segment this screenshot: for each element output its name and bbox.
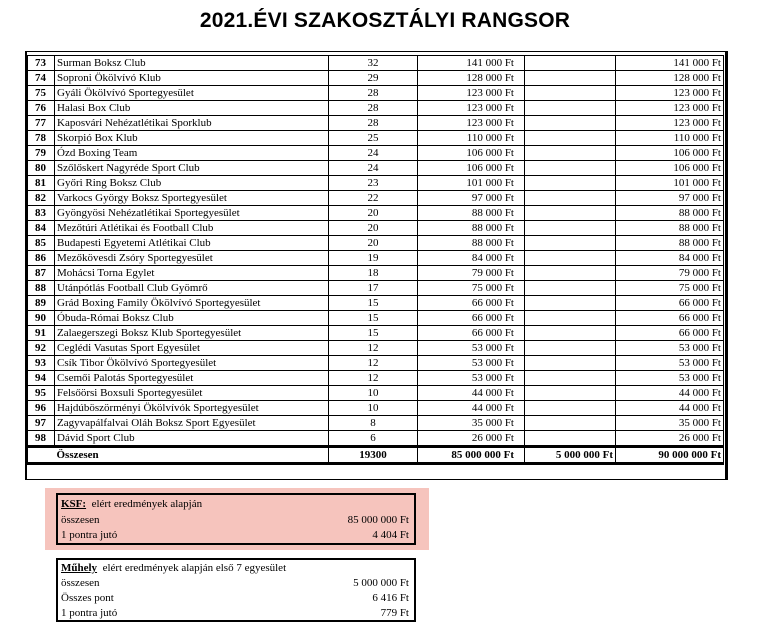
points-cell: 28 [329,116,418,131]
points-cell: 15 [329,311,418,326]
table-row [28,176,724,191]
muhely-amount-cell [525,116,616,131]
ksf-amount-cell: 66 000 Ft [418,326,525,341]
club-name-cell: Surman Boksz Club [55,56,329,71]
table-row [28,386,724,401]
total-amount-cell: 35 000 Ft [616,416,724,431]
club-name-cell: Zagyvapálfalvai Oláh Boksz Sport Egyesület [55,416,329,431]
muhely-amount-cell [525,191,616,206]
table-row [28,416,724,431]
ksf-line-value: 4 404 Ft [372,529,409,541]
muhely-heading: Műhely [61,562,98,574]
ksf-subheading: elért eredmények alapján [91,498,203,510]
ksf-amount-cell: 123 000 Ft [418,101,525,116]
table-row [28,371,724,386]
rank-number-cell: 97 [28,416,55,431]
club-name-cell: Hajdúböszörményi Ökölvívók Sportegyesület [55,401,329,416]
table-row [28,71,724,86]
summary-no-cell [28,447,55,464]
table-row [28,206,724,221]
ksf-amount-cell: 106 000 Ft [418,161,525,176]
club-name-cell: Gyáli Ökölvívó Sportegyesület [55,86,329,101]
table-row [28,146,724,161]
total-amount-cell: 141 000 Ft [616,56,724,71]
total-amount-cell: 106 000 Ft [616,146,724,161]
rank-number-cell: 79 [28,146,55,161]
muhely-amount-cell [525,131,616,146]
muhely-amount-cell [525,281,616,296]
muhely-amount-cell [525,386,616,401]
ksf-amount-cell: 44 000 Ft [418,386,525,401]
club-name-cell: Győri Ring Boksz Club [55,176,329,191]
total-amount-cell: 84 000 Ft [616,251,724,266]
total-amount-cell: 123 000 Ft [616,116,724,131]
total-amount-cell: 106 000 Ft [616,161,724,176]
total-amount-cell: 44 000 Ft [616,401,724,416]
club-name-cell: Mezőkövesdi Zsóry Sportegyesület [55,251,329,266]
table-row [28,86,724,101]
rank-number-cell: 85 [28,236,55,251]
ksf-amount-cell: 101 000 Ft [418,176,525,191]
points-cell: 8 [329,416,418,431]
table-row [28,326,724,341]
muhely-amount-cell [525,431,616,447]
rank-number-cell: 95 [28,386,55,401]
ksf-amount-cell: 26 000 Ft [418,431,525,447]
club-name-cell: Csemői Palotás Sportegyesület [55,371,329,386]
table-row [28,281,724,296]
total-amount-cell: 88 000 Ft [616,236,724,251]
total-amount-cell: 128 000 Ft [616,71,724,86]
table-row [28,311,724,326]
club-name-cell: Gyöngyösi Nehézatlétikai Sportegyesület [55,206,329,221]
table-row [28,431,724,447]
ksf-line-label: 1 pontra jutó [61,529,118,541]
table-row [28,251,724,266]
rank-number-cell: 91 [28,326,55,341]
page-title: 2021.ÉVI SZAKOSZTÁLYI RANGSOR [199,9,571,32]
points-cell: 10 [329,386,418,401]
muhely-line-value: 779 Ft [380,607,409,619]
total-amount-cell: 88 000 Ft [616,206,724,221]
rank-number-cell: 93 [28,356,55,371]
rank-number-cell: 96 [28,401,55,416]
ksf-amount-cell: 75 000 Ft [418,281,525,296]
muhely-amount-cell [525,341,616,356]
rank-number-cell: 82 [28,191,55,206]
ksf-amount-cell: 79 000 Ft [418,266,525,281]
ksf-amount-cell: 141 000 Ft [418,56,525,71]
rank-number-cell: 81 [28,176,55,191]
muhely-amount-cell [525,176,616,191]
points-cell: 20 [329,206,418,221]
muhely-amount-cell [525,56,616,71]
muhely-line [61,576,411,591]
ksf-line-label: összesen [61,514,100,526]
muhely-amount-cell [525,296,616,311]
muhely-line [61,591,411,606]
rank-number-cell: 80 [28,161,55,176]
muhely-line-value: 5 000 000 Ft [353,577,409,589]
muhely-amount-cell [525,416,616,431]
ksf-amount-cell: 53 000 Ft [418,341,525,356]
table-row [28,56,724,71]
points-cell: 17 [329,281,418,296]
points-cell: 22 [329,191,418,206]
points-cell: 15 [329,326,418,341]
points-cell: 12 [329,341,418,356]
ksf-amount-cell: 88 000 Ft [418,206,525,221]
total-amount-cell: 123 000 Ft [616,101,724,116]
points-cell: 28 [329,101,418,116]
rank-number-cell: 88 [28,281,55,296]
total-amount-cell: 110 000 Ft [616,131,724,146]
ksf-amount-cell: 106 000 Ft [418,146,525,161]
ksf-amount-cell: 123 000 Ft [418,86,525,101]
total-amount-cell: 53 000 Ft [616,341,724,356]
summary-points: 19300 [329,447,418,464]
points-cell: 32 [329,56,418,71]
muhely-amount-cell [525,146,616,161]
club-name-cell: Szőlőskert Nagyréde Sport Club [55,161,329,176]
club-name-cell: Csík Tibor Ökölvívó Sportegyesület [55,356,329,371]
club-name-cell: Mohácsi Torna Egylet [55,266,329,281]
ksf-heading: KSF: [61,498,87,510]
summary-label: Összesen [55,447,329,464]
table-row [28,266,724,281]
club-name-cell: Óbuda-Római Boksz Club [55,311,329,326]
ksf-line [61,513,411,528]
points-cell: 23 [329,176,418,191]
rank-number-cell: 74 [28,71,55,86]
club-name-cell: Ceglédi Vasutas Sport Egyesület [55,341,329,356]
ksf-amount-cell: 66 000 Ft [418,311,525,326]
ksf-box [56,493,416,545]
club-name-cell: Dávid Sport Club [55,431,329,447]
points-cell: 24 [329,161,418,176]
muhely-amount-cell [525,206,616,221]
muhely-amount-cell [525,86,616,101]
points-cell: 15 [329,296,418,311]
muhely-amount-cell [525,71,616,86]
rank-number-cell: 87 [28,266,55,281]
points-cell: 19 [329,251,418,266]
ksf-amount-cell: 123 000 Ft [418,116,525,131]
ksf-amount-cell: 128 000 Ft [418,71,525,86]
club-name-cell: Zalaegerszegi Boksz Klub Sportegyesület [55,326,329,341]
points-cell: 28 [329,86,418,101]
club-name-cell: Budapesti Egyetemi Atlétikai Club [55,236,329,251]
club-name-cell: Varkocs György Boksz Sportegyesület [55,191,329,206]
ksf-amount-cell: 97 000 Ft [418,191,525,206]
club-name-cell: Ózd Boxing Team [55,146,329,161]
table-row [28,236,724,251]
points-cell: 12 [329,371,418,386]
total-amount-cell: 88 000 Ft [616,221,724,236]
total-amount-cell: 97 000 Ft [616,191,724,206]
table-row [28,131,724,146]
muhely-amount-cell [525,311,616,326]
table-row [28,101,724,116]
total-amount-cell: 66 000 Ft [616,296,724,311]
rank-number-cell: 78 [28,131,55,146]
muhely-line-label: 1 pontra jutó [61,607,118,619]
total-amount-cell: 123 000 Ft [616,86,724,101]
ksf-line-value: 85 000 000 Ft [347,514,409,526]
ksf-amount-cell: 35 000 Ft [418,416,525,431]
muhely-box [56,558,416,622]
points-cell: 20 [329,221,418,236]
rank-number-cell: 83 [28,206,55,221]
table-row [28,116,724,131]
points-cell: 18 [329,266,418,281]
ksf-amount-cell: 53 000 Ft [418,371,525,386]
ksf-amount-cell: 66 000 Ft [418,296,525,311]
ksf-amount-cell: 84 000 Ft [418,251,525,266]
ksf-amount-cell: 53 000 Ft [418,356,525,371]
rank-number-cell: 90 [28,311,55,326]
total-amount-cell: 79 000 Ft [616,266,724,281]
muhely-subheading: elért eredmények alapján első 7 egyesület [102,562,287,574]
summary-ksf: 85 000 000 Ft [418,447,525,464]
total-amount-cell: 44 000 Ft [616,386,724,401]
rank-number-cell: 76 [28,101,55,116]
table-row [28,341,724,356]
muhely-amount-cell [525,161,616,176]
points-cell: 20 [329,236,418,251]
muhely-amount-cell [525,401,616,416]
ksf-amount-cell: 44 000 Ft [418,401,525,416]
total-amount-cell: 101 000 Ft [616,176,724,191]
total-amount-cell: 66 000 Ft [616,326,724,341]
ranking-table [27,55,724,465]
ksf-amount-cell: 110 000 Ft [418,131,525,146]
rank-number-cell: 89 [28,296,55,311]
table-row [28,161,724,176]
muhely-header [61,561,411,576]
rank-number-cell: 98 [28,431,55,447]
club-name-cell: Utánpótlás Football Club Gyömrő [55,281,329,296]
muhely-amount-cell [525,251,616,266]
ksf-amount-cell: 88 000 Ft [418,236,525,251]
total-amount-cell: 53 000 Ft [616,371,724,386]
muhely-line-label: Összes pont [61,592,114,604]
table-row [28,191,724,206]
table-row [28,296,724,311]
ksf-line [61,528,411,543]
table-row [28,401,724,416]
table-row [28,221,724,236]
total-amount-cell: 75 000 Ft [616,281,724,296]
club-name-cell: Skorpió Box Klub [55,131,329,146]
club-name-cell: Halasi Box Club [55,101,329,116]
rank-number-cell: 94 [28,371,55,386]
total-amount-cell: 66 000 Ft [616,311,724,326]
muhely-amount-cell [525,236,616,251]
rank-number-cell: 77 [28,116,55,131]
points-cell: 29 [329,71,418,86]
total-amount-cell: 26 000 Ft [616,431,724,447]
summary-muhely: 5 000 000 Ft [525,447,616,464]
points-cell: 12 [329,356,418,371]
ksf-amount-cell: 88 000 Ft [418,221,525,236]
muhely-line-value: 6 416 Ft [372,592,409,604]
muhely-amount-cell [525,101,616,116]
muhely-amount-cell [525,371,616,386]
points-cell: 24 [329,146,418,161]
muhely-line [61,606,411,621]
points-cell: 10 [329,401,418,416]
points-cell: 6 [329,431,418,447]
club-name-cell: Felsőörsi Boxsuli Sportegyesület [55,386,329,401]
club-name-cell: Grád Boxing Family Ökölvívó Sportegyesület [55,296,329,311]
muhely-amount-cell [525,356,616,371]
rank-number-cell: 86 [28,251,55,266]
total-amount-cell: 53 000 Ft [616,356,724,371]
table-row [28,356,724,371]
rank-number-cell: 75 [28,86,55,101]
club-name-cell: Kaposvári Nehézatlétikai Sporklub [55,116,329,131]
muhely-amount-cell [525,221,616,236]
summary-row [28,447,724,464]
muhely-line-label: összesen [61,577,100,589]
rank-number-cell: 73 [28,56,55,71]
rank-number-cell: 92 [28,341,55,356]
summary-total: 90 000 000 Ft [616,447,724,464]
muhely-amount-cell [525,266,616,281]
rank-number-cell: 84 [28,221,55,236]
points-cell: 25 [329,131,418,146]
club-name-cell: Soproni Ökölvívó Klub [55,71,329,86]
ksf-header [61,497,411,512]
muhely-amount-cell [525,326,616,341]
club-name-cell: Mezőtúri Atlétikai és Football Club [55,221,329,236]
